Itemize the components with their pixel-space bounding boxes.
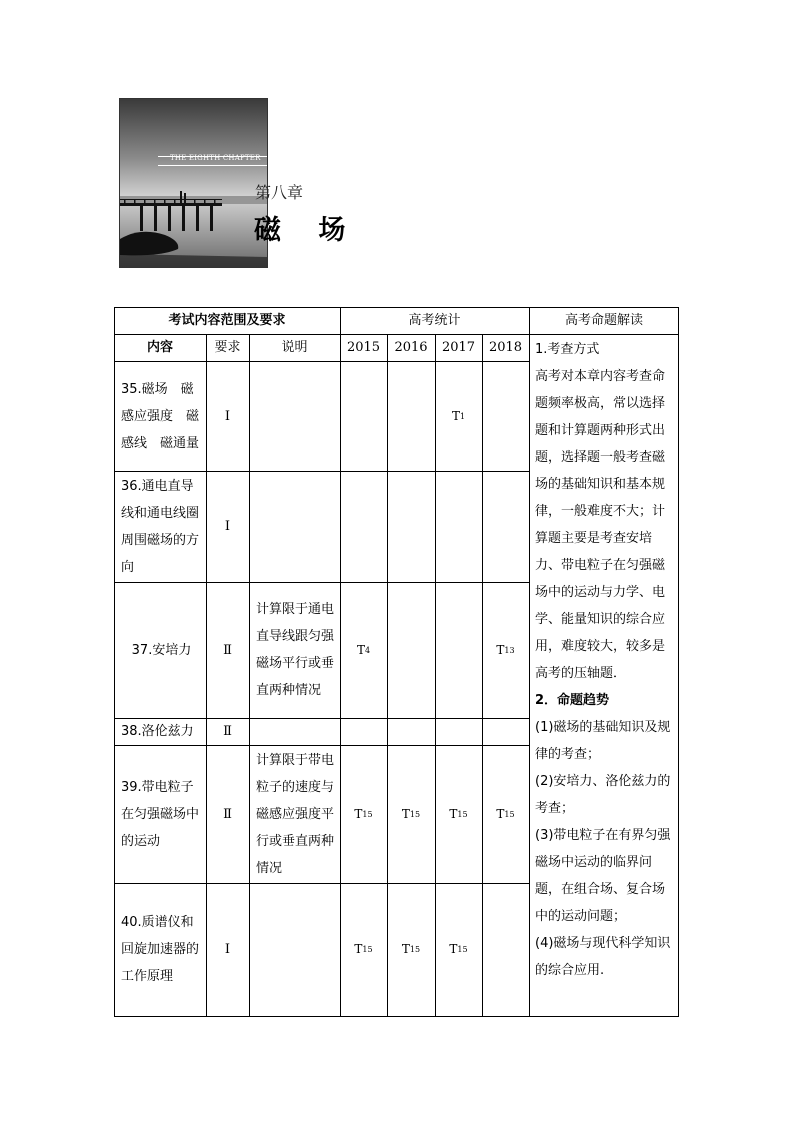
row-content: 36.通电直导线和通电线圈周围磁场的方向 <box>121 478 200 575</box>
row-stat-2016: T 15 <box>401 942 421 956</box>
header-interpretation: 高考命题解读 <box>564 313 643 328</box>
interp-sec1-body: 高考对本章内容考查命题频率极高，常以选择题和计算题两种形式出题，选择题一般考查磁场的基础知识和基本规律，一般难度不大；计算题主要是考查安培力、带电粒子在匀强磁场中的运动与力学、电学、能量知识的综合应用，难度较大，较多是高考的压轴题． <box>535 369 666 681</box>
row-stat-2018 <box>482 361 529 471</box>
row-stat-2018 <box>482 471 529 582</box>
row-stat-2016 <box>387 718 435 745</box>
year-2015: 2015 <box>346 340 381 355</box>
row-note: 计算限于带电粒子的速度与磁感应强度平行或垂直两种情况 <box>256 752 335 876</box>
row-stat-2015 <box>340 718 387 745</box>
interp-item: (3)带电粒子在有界匀强磁场中运动的临界问题，在组合场、复合场中的运动问题； <box>535 828 671 924</box>
header-statistics: 高考统计 <box>408 313 461 328</box>
row-note: 计算限于通电直导线跟匀强磁场平行或垂直两种情况 <box>256 602 335 698</box>
subheader-level: 要求 <box>214 340 241 355</box>
interp-item: (2)安培力、洛伦兹力的考查； <box>535 774 671 816</box>
row-level: Ⅱ <box>223 806 232 822</box>
row-level: Ⅱ <box>223 642 232 658</box>
chapter-cover-image <box>119 98 268 268</box>
row-stat-2018 <box>482 718 529 745</box>
interp-item: (4)磁场与现代科学知识的综合应用. <box>535 936 671 978</box>
year-2017: 2017 <box>441 340 476 355</box>
interp-sec2-title: 2．命题趋势 <box>535 693 610 708</box>
row-stat-2016 <box>387 361 435 471</box>
chapter-title: 磁 场 <box>254 215 360 246</box>
row-note <box>249 361 340 471</box>
row-stat-2018 <box>482 883 529 1016</box>
exam-requirements-table <box>114 307 679 1017</box>
row-stat-2016: T 15 <box>401 806 421 821</box>
row-stat-2015: T 15 <box>354 942 373 956</box>
row-stat-2015 <box>340 471 387 582</box>
row-note <box>249 883 340 1016</box>
row-level: Ⅰ <box>224 519 231 534</box>
row-stat-2016 <box>387 582 435 718</box>
header-exam-scope: 考试内容范围及要求 <box>168 313 286 328</box>
row-stat-2017 <box>435 471 482 582</box>
row-stat-2017: T 15 <box>449 942 468 956</box>
subheader-content: 内容 <box>146 340 173 355</box>
row-stat-2015 <box>340 361 387 471</box>
row-stat-2015: T 15 <box>354 806 373 821</box>
interpretation-text <box>529 334 679 1016</box>
row-note <box>249 471 340 582</box>
row-content: 37.安培力 <box>131 642 192 658</box>
row-stat-2015: T 4 <box>356 642 371 657</box>
chapter-number: 第八章 <box>255 183 304 202</box>
row-level: Ⅱ <box>223 724 232 739</box>
row-stat-2018: T 13 <box>496 642 515 657</box>
interp-sec1-title: 1.考查方式 <box>535 342 600 357</box>
year-2018: 2018 <box>488 340 523 355</box>
row-stat-2016 <box>387 471 435 582</box>
row-content: 35.磁场 磁感应强度 磁感线 磁通量 <box>121 381 200 451</box>
chapter-english-label: THE EIGHTH CHAPTER <box>170 154 261 162</box>
row-content: 40.质谱仪和回旋加速器的工作原理 <box>121 915 200 984</box>
interp-item: (1)磁场的基础知识及规律的考查； <box>535 720 671 762</box>
row-content: 39.带电粒子在匀强磁场中的运动 <box>121 779 200 849</box>
row-level: Ⅰ <box>224 942 231 957</box>
row-level: Ⅰ <box>224 408 231 424</box>
row-content: 38.洛伦兹力 <box>121 724 194 739</box>
row-stat-2017 <box>435 582 482 718</box>
year-2016: 2016 <box>394 340 428 355</box>
row-stat-2017: T 15 <box>449 806 468 821</box>
row-stat-2017: T 1 <box>451 408 466 423</box>
row-stat-2017 <box>435 718 482 745</box>
subheader-note: 说明 <box>281 340 308 355</box>
pier-photo <box>120 99 267 267</box>
row-note <box>249 718 340 745</box>
row-stat-2018: T 15 <box>496 806 515 821</box>
